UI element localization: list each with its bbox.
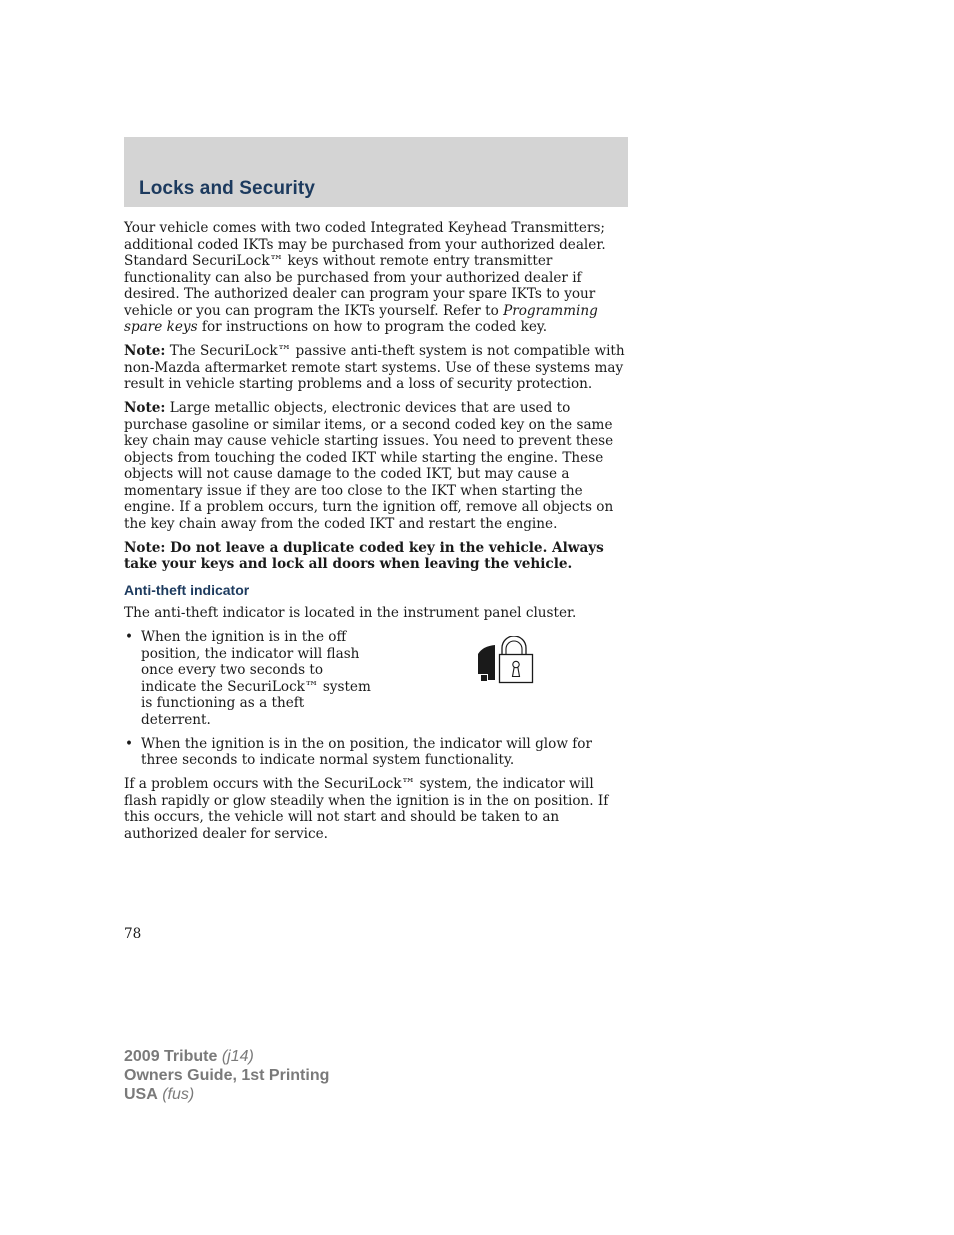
section-title: Locks and Security bbox=[139, 178, 316, 199]
list-item bbox=[124, 736, 630, 769]
anti-theft-indicator-icon bbox=[475, 636, 535, 688]
page-content bbox=[124, 220, 630, 850]
note-text: The SecuriLock™ passive anti-theft system is not compatible with non-Mazda aftermarket remote start systems. Use of these systems may result in vehicle starting problems and a loss of security protection. bbox=[124, 343, 625, 392]
intro-text-2: for instructions on how to program the coded key. bbox=[197, 319, 548, 335]
footer-model-code: (j14) bbox=[217, 1048, 254, 1065]
footer-market-code: (fus) bbox=[157, 1086, 195, 1103]
footer-line-2 bbox=[124, 1066, 329, 1085]
footer-edition: Owners Guide, 1st Printing bbox=[124, 1067, 330, 1084]
intro-paragraph bbox=[124, 220, 630, 336]
programming-spare-keys-reference: Programming spare keys bbox=[124, 302, 598, 335]
bullet-text-ignition-on: When the ignition is in the on position, the indicator will glow for three seconds to indicate normal system functionality. bbox=[141, 735, 592, 768]
footer-line-3 bbox=[124, 1085, 329, 1104]
note-label: Note: bbox=[124, 400, 166, 416]
footer-line-1 bbox=[124, 1047, 329, 1066]
document-footer bbox=[124, 1047, 329, 1104]
anti-theft-intro: The anti-theft indicator is located in the instrument panel cluster. bbox=[124, 605, 577, 621]
footer-model: 2009 Tribute bbox=[124, 1048, 218, 1065]
footer-market: USA bbox=[124, 1086, 158, 1103]
bullet-icon: • bbox=[125, 629, 134, 645]
bullet-text-ignition-off: When the ignition is in the off position, the indicator will flash once every two seconds to indicate the SecuriLock™ system is functioning as a theft deterrent. bbox=[141, 629, 371, 728]
page-number: 78 bbox=[124, 926, 142, 942]
note-remote-start bbox=[124, 343, 630, 393]
list-item bbox=[124, 629, 630, 728]
section-header-band bbox=[124, 137, 628, 207]
intro-text-1: Your vehicle comes with two coded Integrated Keyhead Transmitters; additional coded IKTs may be purchased from your authorized dealer. Standard SecuriLock™ keys without remote entry transmitter functionality can also be purchased from your authorized dealer if desired. The authorized dealer can program your spare IKTs to your vehicle or you can program the IKTs yourself. Refer to bbox=[124, 220, 606, 319]
anti-theft-indicator-heading: Anti-theft indicator bbox=[124, 581, 250, 598]
note-duplicate-key-text: Note: Do not leave a duplicate coded key in the vehicle. Always take your keys and lock all doors when leaving the vehicle. bbox=[124, 539, 604, 572]
note-text: Large metallic objects, electronic devices that are used to purchase gasoline or similar items, or a second coded key on the same key chain may cause vehicle starting issues. You need to prevent these objects from touching the coded IKT while starting the engine. These objects will not cause damage to the coded IKT, but may cause a momentary issue if they are too close to the IKT when starting the engine. If a problem occurs, turn the ignition off, remove all objects on the key chain away from the coded IKT and restart the engine. bbox=[124, 400, 614, 532]
note-label: Note: bbox=[124, 343, 166, 359]
closing-paragraph: If a problem occurs with the SecuriLock™ system, the indicator will flash rapidly or glow steadily when the ignition is in the on position. If this occurs, the vehicle will not start and should be taken to an authorized dealer for service. bbox=[124, 776, 609, 842]
note-metallic-objects bbox=[124, 400, 630, 532]
bullet-icon: • bbox=[125, 735, 134, 752]
note-duplicate-key bbox=[124, 540, 630, 573]
